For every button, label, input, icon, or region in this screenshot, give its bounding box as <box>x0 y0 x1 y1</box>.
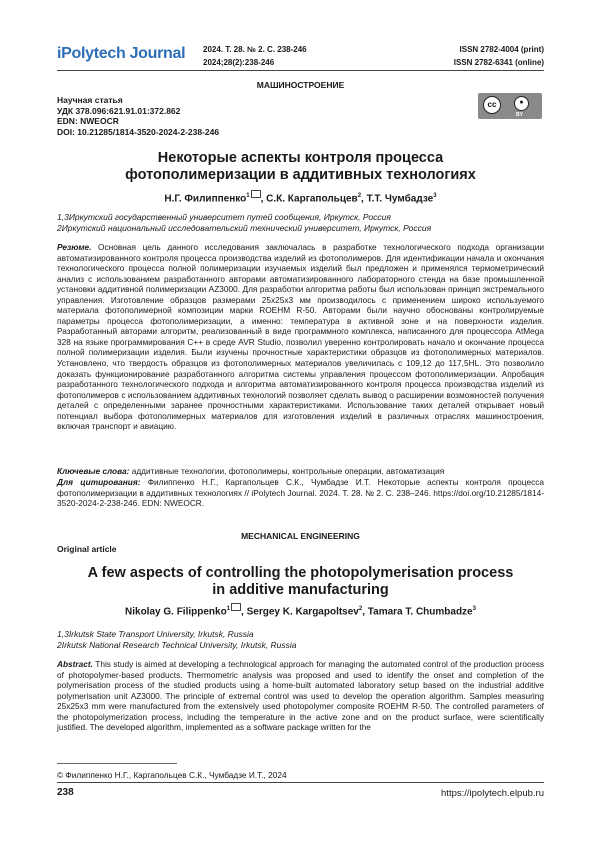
issn-online: ISSN 2782-6341 (online) <box>453 58 544 67</box>
title-en-line2: in additive manufacturing <box>212 582 389 598</box>
footer-divider <box>57 782 544 783</box>
abstract-label-en: Abstract. <box>57 659 93 669</box>
keywords-label-ru: Ключевые слова: <box>57 466 130 476</box>
issue-en: 2024;28(2):238-246 <box>203 58 275 67</box>
mail-icon-en[interactable] <box>231 603 241 611</box>
keywords-text-ru: аддитивные технологии, фотополимеры, контрольные операции, автоматизация <box>129 466 445 476</box>
citation-ru <box>57 477 544 509</box>
citation-label-ru: Для цитирования: <box>57 477 141 487</box>
affiliation-2-en: 2Irkutsk National Research Technical University, Irkutsk, Russia <box>57 640 297 650</box>
article-title-en <box>57 565 544 599</box>
title-en-line1: A few aspects of controlling the photopolymerisation process <box>87 565 514 581</box>
author-2-en[interactable]: , Sergey K. Kargapoltsev <box>241 606 359 618</box>
abstract-text-en: This study is aimed at developing a technological approach for managing the automated control of the production process of photopolymer-based products. Thermometric analysis was proposed and used to identify the onset and completion of the polymerisation process of the studied products using a home-built automated laboratory setup based on the industrial additive polymerisation unit AZ3000. The principle of extremal control was used to develop the operation algorithm. Samples measuring 25x25x3 mm were manufactured from the extensively used photopolymer composite ROEHM R-50. The controlled parameters of the photopolymerization process, including the temperature in the active zone and on the product surface, were scientifically justified. The developed algorithm, implemented as a software package written for the <box>57 659 544 733</box>
authors-ru <box>57 193 544 204</box>
abstract-label-ru: Резюме. <box>57 242 92 252</box>
person-icon: ● <box>514 96 529 111</box>
author-3-ru[interactable]: , Т.Т. Чумбадзе <box>361 193 434 205</box>
author-2-sup-en: 2 <box>358 606 363 612</box>
section-ru: МАШИНОСТРОЕНИЕ <box>256 80 345 90</box>
doi: DOI: 10.21285/1814-3520-2024-2-238-246 <box>57 126 220 137</box>
udc: УДК 378.096:621.91.01:372.862 <box>57 105 181 116</box>
article-type-en: Original article <box>57 544 117 554</box>
affiliation-1-en: 1,3Irkutsk State Transport University, Irkutsk, Russia <box>57 629 254 639</box>
edn: EDN: NWEOCR <box>57 116 119 127</box>
copyright: © Филиппенко Н.Г., Каргапольцев С.К., Чумбадзе И.Т., 2024 <box>57 770 287 780</box>
title-ru-line2: фотополимеризации в аддитивных технологиях <box>125 167 476 183</box>
keywords-ru <box>57 466 544 477</box>
abstract-text-ru: Основная цель данного исследования заключалась в разработке технологического подхода организации автоматизированного контроля процесса производства изделий из фотополимеров. Для идентификации начала и окончания технологического процесса полной полимеризации изучаемых изделий был предложен и применялся термометрический анализ с использованием разработанного авторами автоматизированного лабораторного стенда на базе промышленной установки аддитивной полимеризации AZ3000. Для разработки алгоритма работы был использован принцип экстремального управления. Изготовление образцов размерами 25x25x3 мм производилось с применением широко используемого материала фотополимерной композиции марки ROEHM R-50. Авторами были научно обоснованы контролируемые параметры процесса фотополимеризации, а именно: температура в активной зоне и на поверхности изделия. Разработанный авторами алгоритм, реализованный в виде программного комплекса, написанного для процессора AtMega 328 на языке программирования C++ в среде AVR Studio, позволил уверенно контролировать начало и окончание процесса полной полимеризации изделия. Были изучены прочностные характеристики образцов из фотополимерных материалов. Установлено, что твердость образцов из фотополимерных материалов увеличилась с 109,12 до 117,5HL. Это позволило доказать функционирование разработанного алгоритма системы управления процессом фотополимеризации. Апробация разработанного технологического подхода и алгоритма автоматизированного контроля процесса производства изделий из фотополимеров с использованием аддитивных технологий позволяет сделать вывод о расширении возможностей получения деталей с определенными заранее прочностными характеристиками. Использование таких деталей открывает новый потенциал выбора фотополимерных материалов для изготовления изделий в различных отраслях машиностроения, включая транспорт и авиацию. <box>57 242 544 432</box>
journal-url[interactable]: https://ipolytech.elpub.ru <box>441 788 544 799</box>
title-ru-line1: Некоторые аспекты контроля процесса <box>157 150 444 166</box>
page-number: 238 <box>57 787 74 798</box>
author-1-ru[interactable]: Н.Г. Филиппенко <box>164 193 247 205</box>
cc-icon: cc <box>483 96 501 114</box>
authors-en <box>57 606 544 617</box>
author-3-en[interactable]: , Tamara T. Chumbadze <box>362 606 473 618</box>
cc-by-icon[interactable] <box>478 93 542 119</box>
author-1-sup-ru: 1 <box>246 193 250 199</box>
citation-text-ru[interactable]: Филиппенко Н.Г., Каргапольцев С.К., Чумбадзе И.Т. Некоторые аспекты контроля процесса фотополимеризации в аддитивных технологиях // iPolytech Journal. 2024. Т. 28. № 2. С. 238–246. https://doi.org/10.21285/1814-3520-2024-2-238-246. EDN: NWEOCR. <box>57 477 544 509</box>
author-3-sup-ru: 3 <box>433 193 437 199</box>
article-type-ru: Научная статья <box>57 95 123 105</box>
header-divider <box>57 70 544 71</box>
article-title-ru <box>57 150 544 184</box>
footnote-divider <box>57 763 177 764</box>
section-en: MECHANICAL ENGINEERING <box>241 531 360 541</box>
issn-print: ISSN 2782-4004 (print) <box>459 45 544 54</box>
affiliations-ru <box>57 212 431 234</box>
abstract-en <box>57 659 544 733</box>
author-1-sup-en: 1 <box>226 606 231 612</box>
author-2-ru[interactable]: , С.К. Каргапольцев <box>260 193 358 205</box>
journal-logo: iPolytech Journal <box>57 45 186 62</box>
author-1-en[interactable]: Nikolay G. Filippenko <box>125 606 227 618</box>
affiliation-2-ru: 2Иркутский национальный исследовательский технический университет, Иркутск, Россия <box>57 223 432 233</box>
abstract-ru <box>57 242 544 432</box>
affiliations-en <box>57 629 297 651</box>
author-2-sup-ru: 2 <box>357 193 362 199</box>
article-meta-ru <box>57 95 219 137</box>
author-3-sup-en: 3 <box>472 606 476 612</box>
cc-by-label: BY <box>516 112 523 118</box>
affiliation-1-ru: 1,3Иркутский государственный университет путей сообщения, Иркутск, Россия <box>57 212 391 222</box>
issue-ru: 2024. Т. 28. № 2. С. 238-246 <box>203 45 307 54</box>
mail-icon[interactable] <box>251 190 261 198</box>
